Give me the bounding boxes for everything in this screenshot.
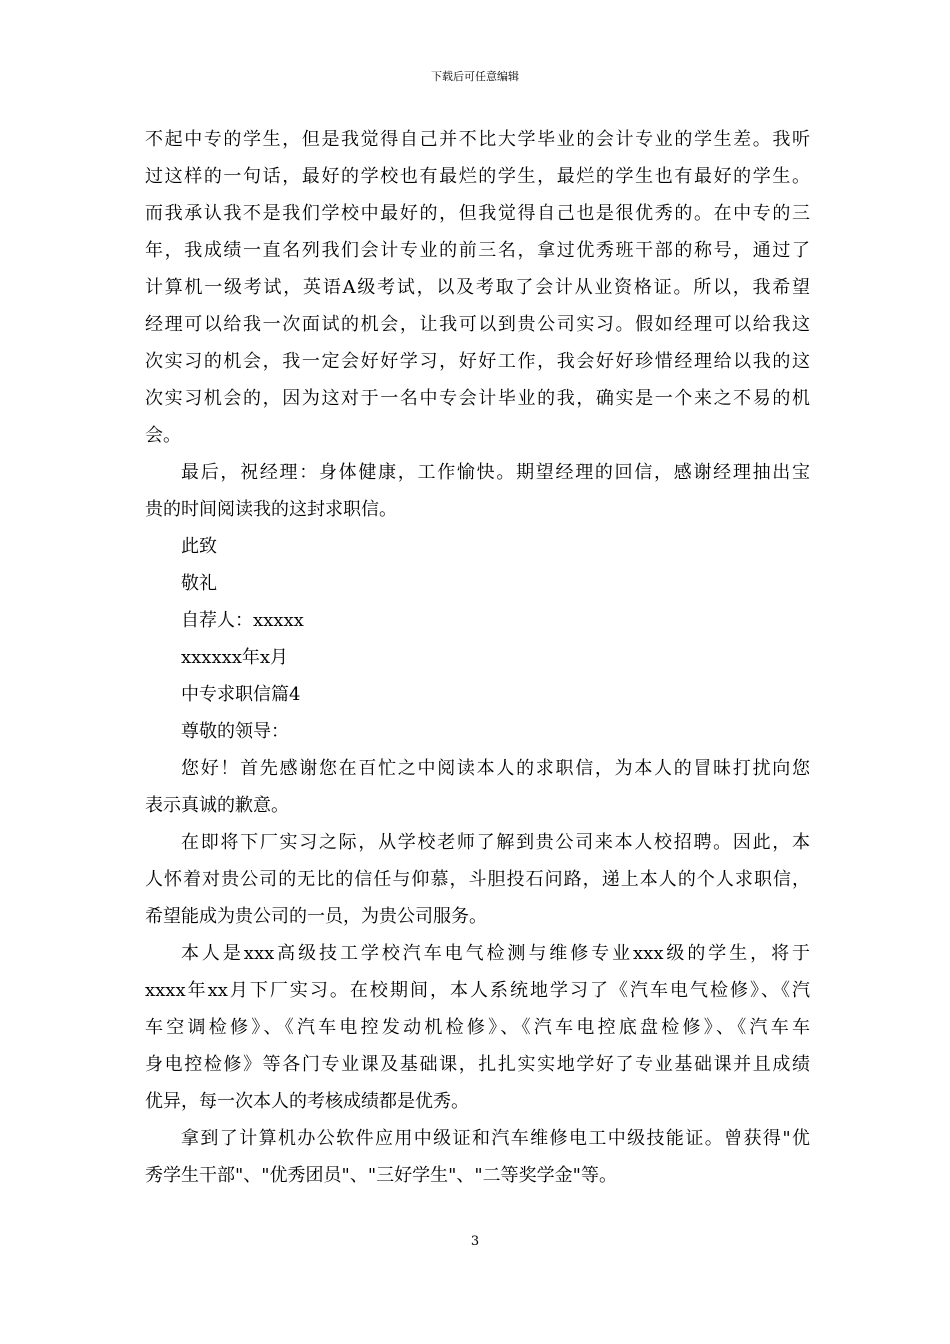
text-line: 拿到了计算机办公软件应用中级证和汽车维修电工中级技能证。曾获得"优 [181,1128,810,1149]
page-header: 下载后可任意编辑 [431,70,519,83]
text-line: 本人是xxx高级技工学校汽车电气检测与维修专业xxx级的学生，将于 [181,943,810,964]
document-body [145,121,810,1194]
text-line: 贵的时间阅读我的这封求职信。 [145,499,397,520]
text-line: 次实习的机会，我一定会好好学习，好好工作，我会好好珍惜经理给以我的这 [145,351,810,372]
text-line: 秀学生干部"、"优秀团员"、"三好学生"、"二等奖学金"等。 [145,1165,617,1186]
text-line: 中专求职信篇4 [181,684,301,705]
text-line: 尊敬的领导： [181,721,289,742]
text-line: 会。 [145,425,181,446]
text-line: 敬礼 [181,573,217,594]
text-line: xxxx年xx月下厂实习。在校期间，本人系统地学习了《汽车电气检修》、《汽 [145,980,810,1001]
text-line: 自荐人：xxxxx [181,610,304,631]
text-line: 身电控检修》等各门专业课及基础课，扎扎实实地学好了专业基础课并且成绩 [145,1054,810,1075]
text-line: 希望能成为贵公司的一员，为贵公司服务。 [145,906,487,927]
text-line: 车空调检修》、《汽车电控发动机检修》、《汽车电控底盘检修》、《汽车车 [145,1017,810,1038]
text-line: 此致 [181,536,217,557]
text-line: 最后，祝经理：身体健康，工作愉快。期望经理的回信，感谢经理抽出宝 [181,462,810,483]
text-line: 计算机一级考试，英语A级考试，以及考取了会计从业资格证。所以，我希望 [145,277,810,298]
text-line: xxxxxx年x月 [181,647,289,668]
text-line: 而我承认我不是我们学校中最好的，但我觉得自己也是很优秀的。在中专的三 [145,203,810,224]
text-line: 次实习机会的，因为这对于一名中专会计毕业的我，确实是一个来之不易的机 [145,388,810,409]
text-line: 过这样的一句话，最好的学校也有最烂的学生，最烂的学生也有最好的学生。 [145,166,810,187]
text-line: 您好！首先感谢您在百忙之中阅读本人的求职信，为本人的冒昧打扰向您 [181,758,810,779]
page-number: 3 [470,1234,480,1249]
text-line: 人怀着对贵公司的无比的信任与仰慕，斗胆投石问路，递上本人的个人求职信， [145,869,810,890]
text-line: 优异，每一次本人的考核成绩都是优秀。 [145,1091,469,1112]
text-line: 在即将下厂实习之际，从学校老师了解到贵公司来本人校招聘。因此，本 [181,832,810,853]
text-line: 表示真诚的歉意。 [145,795,289,816]
text-line: 年，我成绩一直名列我们会计专业的前三名，拿过优秀班干部的称号，通过了 [145,240,810,261]
text-line: 不起中专的学生，但是我觉得自己并不比大学毕业的会计专业的学生差。我听 [145,129,810,150]
text-line: 经理可以给我一次面试的机会，让我可以到贵公司实习。假如经理可以给我这 [145,314,810,335]
